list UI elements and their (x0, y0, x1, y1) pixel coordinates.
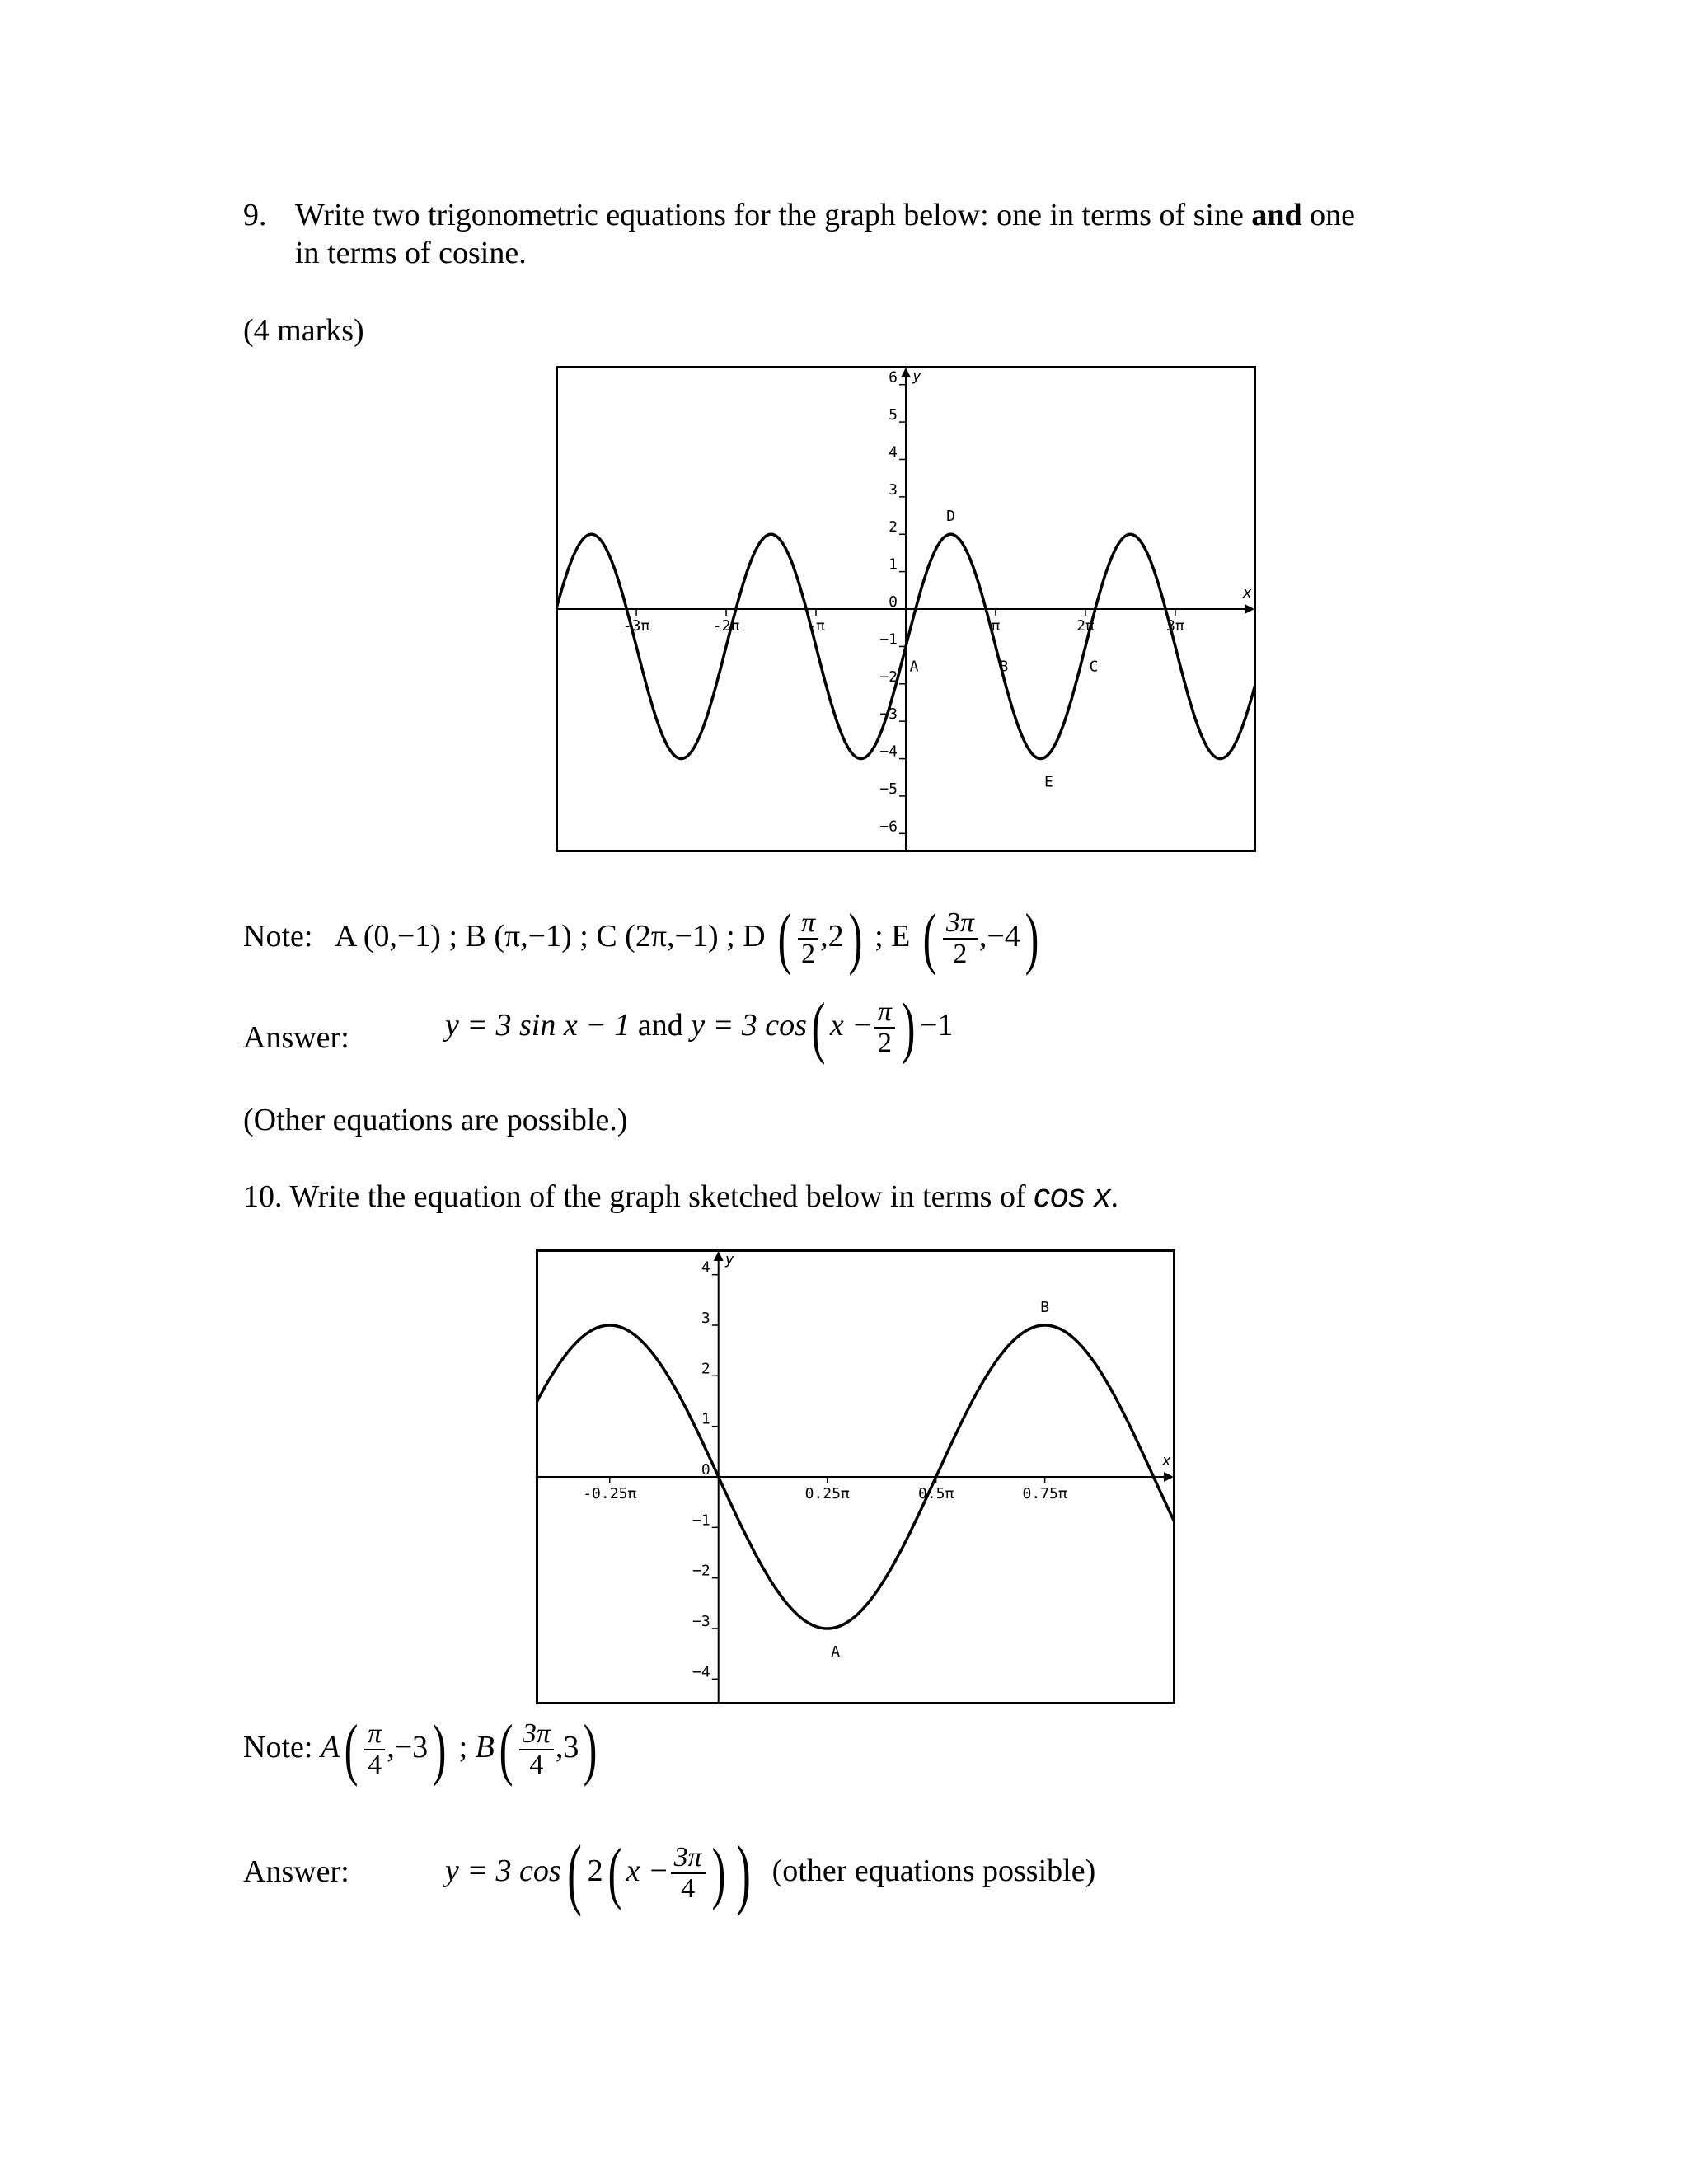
x-tick-label: 0.25π (804, 1485, 850, 1502)
q9-note-e-fraction (943, 908, 978, 969)
q9-note-point-c: ; C (2π,−1) (579, 919, 719, 954)
q10-answer-x: x − (626, 1854, 669, 1888)
point-label-b: B (999, 658, 1009, 676)
close-paren: ) (735, 1829, 751, 1918)
y-axis-arrow (714, 1251, 724, 1261)
q9-note (243, 897, 1043, 976)
y-tick-label: 1 (889, 555, 898, 574)
x-axis-arrow (1245, 604, 1254, 614)
q9-note-point-a: A (0,−1) (334, 919, 441, 954)
close-paren: ) (584, 1711, 598, 1788)
y-tick-label: −1 (692, 1511, 710, 1530)
fraction-denominator: 2 (801, 939, 816, 970)
close-paren: ) (1025, 900, 1039, 977)
x-axis-arrow (1164, 1472, 1174, 1482)
y-tick-label: 4 (889, 443, 898, 462)
y-tick-label: 0 (701, 1461, 710, 1479)
q10-answer-label: Answer: (243, 1854, 349, 1889)
q9-answer-and: and (637, 1008, 683, 1043)
q10-note-label: Note: (243, 1730, 313, 1765)
q10-note-a-y: ,−3 (387, 1730, 429, 1765)
q9-note-d-y: ,2 (820, 919, 844, 954)
fraction-denominator: 2 (877, 1028, 892, 1059)
q9-answer-equations (445, 986, 953, 1065)
y-tick-label: 5 (889, 406, 898, 424)
y-tick-label: −2 (879, 668, 898, 686)
x-axis-label: x (1162, 1452, 1171, 1469)
y-tick-label: −1 (879, 630, 898, 649)
q9-other-equations: (Other equations are possible.) (243, 1103, 628, 1137)
q9-prompt-line2: in terms of cosine. (295, 236, 527, 270)
q9-answer-eq2-fraction (874, 997, 895, 1058)
open-paren: ( (607, 1835, 622, 1912)
close-paren: ) (432, 1711, 447, 1788)
y-tick-label: −5 (879, 780, 898, 798)
close-paren: ) (848, 900, 863, 977)
y-tick-label: 4 (701, 1258, 710, 1277)
x-tick-label: π (991, 617, 1001, 635)
q10-period: . (1110, 1179, 1118, 1214)
open-paren: ( (922, 900, 937, 977)
close-paren: ) (711, 1835, 726, 1912)
x-tick-label: -0.25π (583, 1485, 637, 1502)
q9-note-point-b: ; B (π,−1) (448, 919, 572, 954)
q10-prompt-text: 10. Write the equation of the graph sketched below in terms of (243, 1179, 1026, 1214)
open-paren: ( (344, 1711, 359, 1788)
q10-answer-note: (other equations possible) (771, 1854, 1096, 1888)
x-tick-label: -2π (712, 617, 740, 635)
fraction-denominator: 4 (368, 1750, 382, 1781)
q9-prompt-post: one (1301, 198, 1355, 232)
fraction-numerator: π (874, 997, 895, 1029)
fraction-numerator: 3π (519, 1719, 554, 1750)
y-tick-label: −3 (692, 1613, 710, 1630)
q9-note-point-e-label: ; E (874, 919, 911, 954)
fraction-numerator: π (364, 1719, 385, 1750)
y-tick-label: 2 (701, 1360, 710, 1378)
y-axis-label: y (912, 368, 921, 385)
fraction-denominator: 2 (953, 939, 968, 970)
q9-note-d-fraction (798, 908, 818, 969)
q9-number: 9. (243, 198, 267, 232)
point-label-c: C (1089, 658, 1099, 676)
q10-note-b-label: B (475, 1730, 495, 1765)
q9-answer-label: Answer: (243, 1020, 349, 1055)
q9-answer-eq2-post: −1 (919, 1008, 954, 1043)
point-label-a: A (909, 658, 919, 676)
y-tick-label: 3 (889, 480, 898, 499)
y-tick-label: −6 (879, 818, 898, 836)
y-tick-label: −2 (692, 1562, 710, 1580)
x-tick-label: 0.75π (1022, 1485, 1067, 1502)
q10-answer-two: 2 (587, 1854, 603, 1888)
q10-note-a-label: A (320, 1730, 340, 1765)
q9-prompt-bold: and (1251, 198, 1302, 232)
q9-prompt-line1 (295, 196, 1355, 234)
q10-prompt (243, 1177, 1118, 1216)
x-tick-label: 3π (1166, 617, 1184, 635)
x-tick-label: -π (807, 617, 825, 635)
q10-answer-equation (445, 1829, 1096, 1918)
y-tick-label: 2 (889, 518, 898, 537)
q9-note-point-d-label: ; D (726, 919, 766, 954)
y-tick-label: 3 (701, 1310, 710, 1327)
q9-answer-eq2-x: x − (829, 1008, 873, 1043)
y-tick-label: 6 (889, 368, 898, 387)
fraction-numerator: 3π (943, 908, 978, 940)
x-tick-label: 2π (1076, 617, 1095, 635)
point-label-e: E (1044, 773, 1053, 791)
q10-note (243, 1708, 602, 1787)
fraction-denominator: 4 (681, 1873, 696, 1905)
fraction-denominator: 4 (529, 1750, 544, 1781)
q10-answer-fraction (671, 1843, 706, 1904)
q10-note-b-fraction (519, 1719, 554, 1780)
open-paren: ( (811, 989, 826, 1066)
q10-answer-pre: y = 3 cos (445, 1854, 561, 1888)
q9-graph (556, 366, 1256, 852)
q9-answer-eq2-pre: y = 3 cos (691, 1008, 807, 1043)
x-tick-label: -3π (622, 617, 650, 635)
q9-prompt-pre: Write two trigonometric equations for the graph below: one in terms of sine (295, 198, 1252, 232)
y-axis-arrow (901, 368, 911, 377)
q9-answer-eq1: y = 3 sin x − 1 (445, 1008, 631, 1043)
q9-note-label: Note: (243, 919, 313, 954)
fraction-numerator: 3π (671, 1843, 706, 1874)
x-axis-label: x (1243, 584, 1252, 602)
point-label-d: D (946, 508, 955, 526)
open-paren: ( (777, 900, 792, 977)
q10-graph (536, 1249, 1175, 1704)
y-tick-label: −4 (879, 743, 898, 761)
point-label-b: B (1040, 1299, 1050, 1316)
y-axis-label: y (724, 1251, 734, 1268)
point-label-a: A (831, 1643, 841, 1661)
y-tick-label: 1 (701, 1410, 710, 1428)
q9-marks: (4 marks) (243, 313, 364, 348)
open-paren: ( (566, 1829, 582, 1918)
y-tick-label: −3 (879, 705, 898, 724)
close-paren: ) (901, 989, 916, 1066)
q10-note-separator: ; (458, 1730, 468, 1765)
fraction-numerator: π (798, 908, 818, 940)
y-tick-label: 0 (889, 593, 898, 611)
q10-cosx: cos x (1034, 1178, 1111, 1214)
x-tick-label: 0.5π (917, 1485, 954, 1502)
q10-note-a-fraction (364, 1719, 385, 1780)
open-paren: ( (499, 1711, 513, 1788)
q9-note-e-y: ,−4 (978, 919, 1020, 954)
y-tick-label: −4 (692, 1663, 710, 1681)
q10-note-b-y: ,3 (555, 1730, 579, 1765)
